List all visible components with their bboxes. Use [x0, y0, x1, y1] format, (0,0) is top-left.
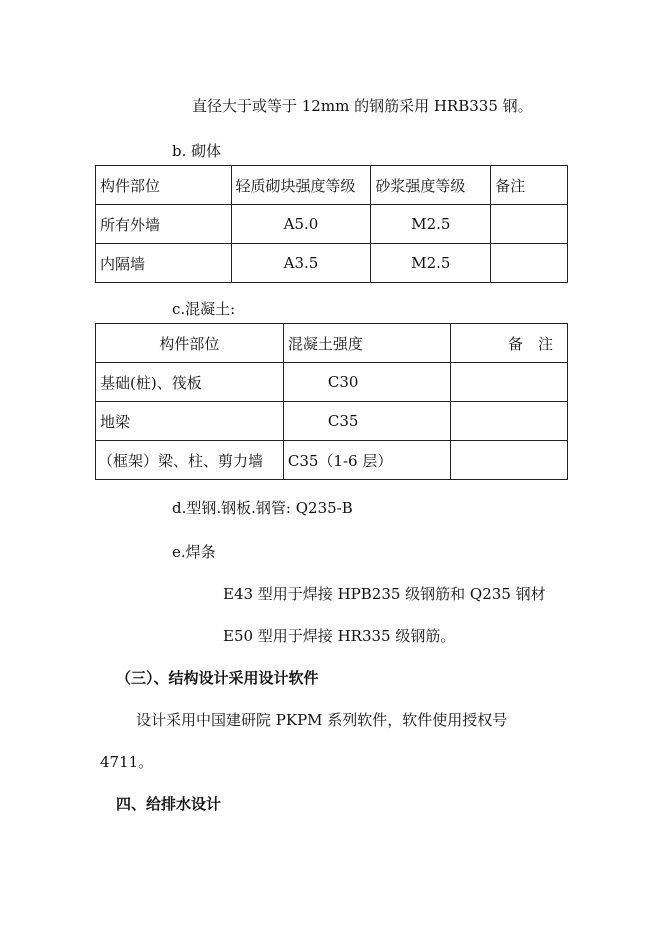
table-cell: （框架）梁、柱、剪力墙 [96, 441, 284, 480]
table-header-cell: 备注 [491, 166, 568, 205]
software-line-2: 4711。 [100, 753, 154, 771]
table-cell: A3.5 [231, 244, 371, 283]
table-cell: 基础(桩)、筏板 [96, 363, 284, 402]
masonry-table [95, 165, 568, 283]
table-cell [451, 363, 568, 402]
table-row [96, 244, 568, 283]
table-cell: M2.5 [371, 244, 491, 283]
table-row [96, 205, 568, 244]
table-cell [491, 205, 568, 244]
section-steel-line: d.型钢.钢板.钢管: Q235-B [172, 499, 353, 517]
concrete-table [95, 323, 568, 480]
steel-line: 直径大于或等于 12mm 的钢筋采用 HRB335 钢。 [192, 97, 533, 115]
concrete-heading: c.混凝土: [172, 300, 236, 318]
table-cell: M2.5 [371, 205, 491, 244]
table-cell: 内隔墙 [96, 244, 232, 283]
table-row [96, 166, 568, 205]
table-row [96, 441, 568, 480]
e50-line: E50 型用于焊接 HR335 级钢筋。 [223, 627, 456, 645]
table-header-cell: 混凝土强度 [283, 324, 451, 363]
table-header-cell: 构件部位 [96, 166, 232, 205]
table-header-cell: 轻质砌块强度等级 [231, 166, 371, 205]
table-cell [491, 244, 568, 283]
table-cell: C35 [283, 402, 451, 441]
table-header-cell: 备 注 [451, 324, 568, 363]
table-row [96, 402, 568, 441]
table-cell [451, 402, 568, 441]
section4-title: 四、给排水设计 [116, 795, 222, 813]
table-cell: 地梁 [96, 402, 284, 441]
table-row [96, 324, 568, 363]
table-header-cell: 构件部位 [96, 324, 284, 363]
table-cell: C30 [283, 363, 451, 402]
masonry-heading: b. 砌体 [172, 142, 222, 160]
table-row [96, 363, 568, 402]
table-cell [451, 441, 568, 480]
electrode-heading: e.焊条 [172, 543, 216, 561]
software-line-1: 设计采用中国建研院 PKPM 系列软件，软件使用授权号 [136, 711, 508, 729]
e43-line: E43 型用于焊接 HPB235 级钢筋和 Q235 钢材 [223, 585, 546, 603]
table-header-cell: 砂浆强度等级 [371, 166, 491, 205]
table-cell: A5.0 [231, 205, 371, 244]
table-cell: C35（1-6 层） [283, 441, 451, 480]
section3-title: （三）、结构设计采用设计软件 [116, 669, 319, 687]
table-cell: 所有外墙 [96, 205, 232, 244]
